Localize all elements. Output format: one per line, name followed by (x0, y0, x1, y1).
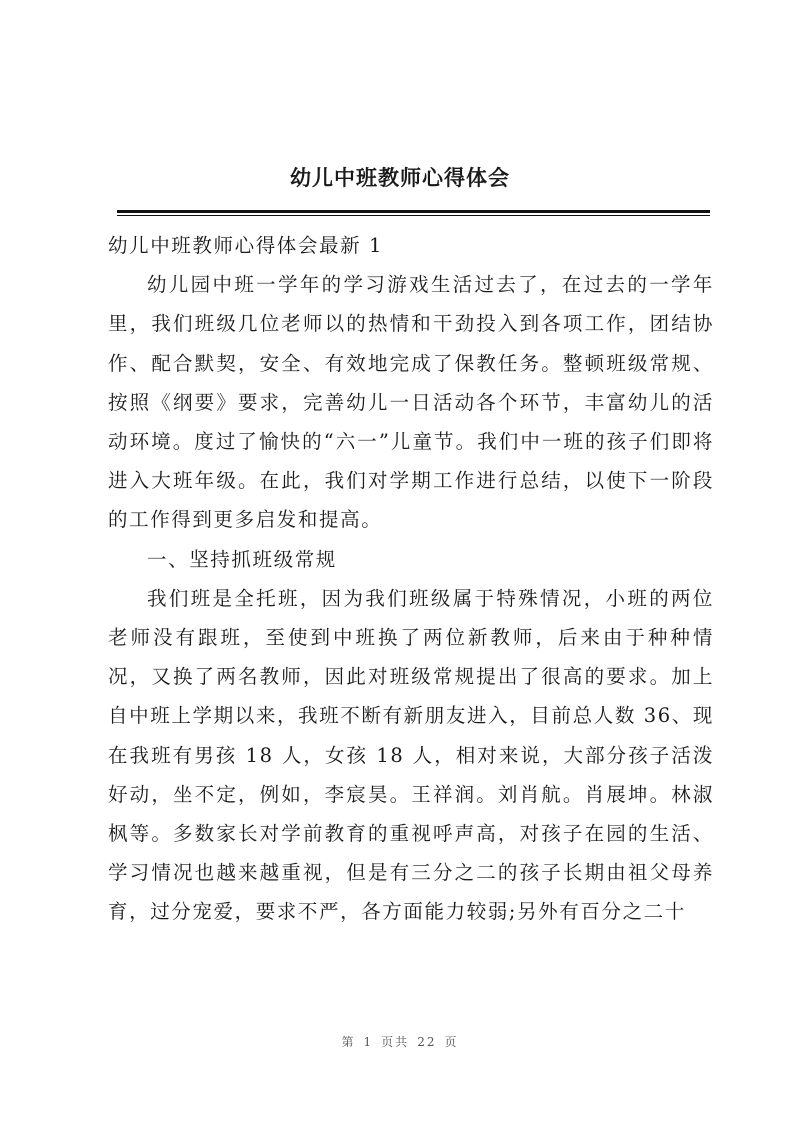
paragraph-heading-1: 一、坚持抓班级常规 (147, 547, 337, 571)
footer-prefix: 第 (341, 1035, 356, 1049)
paragraph-body-1: 我们班是全托班，因为我们班级属于特殊情况，小班的两位老师没有跟班，至使到中班换了两位新教师，后来由于种种情况，又换了两名教师，因此对班级常规提出了很高的要求。加上自中班上学期以来，我班不断有新朋友进入，目前总人数 36、现在我班有男孩 18 人，女孩 18 人，相对来说，大部分孩子活泼好动，坐不定，例如，李宸昊。王祥润。刘肖航。肖展坤。林淑枫等。多数家长对学前教育的重视呼声高，对孩子在园的生活、学习情况也越来越重视，但是有三分之二的孩子长期由祖父母养育，过分宠爱，要求不严，各方面能力较弱;另外有百分之二十 (108, 586, 714, 924)
footer-page-number: 1 (363, 1035, 374, 1049)
paragraph-intro: 幼儿园中班一学年的学习游戏生活过去了，在过去的一学年里，我们班级几位老师以的热情和干劲投入到各项工作，团结协作、配合默契，安全、有效地完成了保教任务。整顿班级常规、按照《纲要》要求，完善幼儿一日活动各个环节，丰富幼儿的活动环境。度过了愉快的“六一”儿童节。我们中一班的孩子们即将进入大班年级。在此，我们对学期工作进行总结，以使下一阶段的工作得到更多启发和提高。 (108, 273, 714, 532)
title-divider (117, 210, 710, 213)
footer-suffix: 页 (444, 1035, 459, 1049)
document-body (108, 226, 714, 932)
document-title: 幼儿中班教师心得体会 (290, 166, 510, 190)
page-footer (0, 1033, 800, 1050)
footer-page-total: 22 (417, 1035, 437, 1049)
section-heading: 幼儿中班教师心得体会最新 1 (108, 234, 384, 257)
footer-mid: 页共 (381, 1035, 410, 1049)
